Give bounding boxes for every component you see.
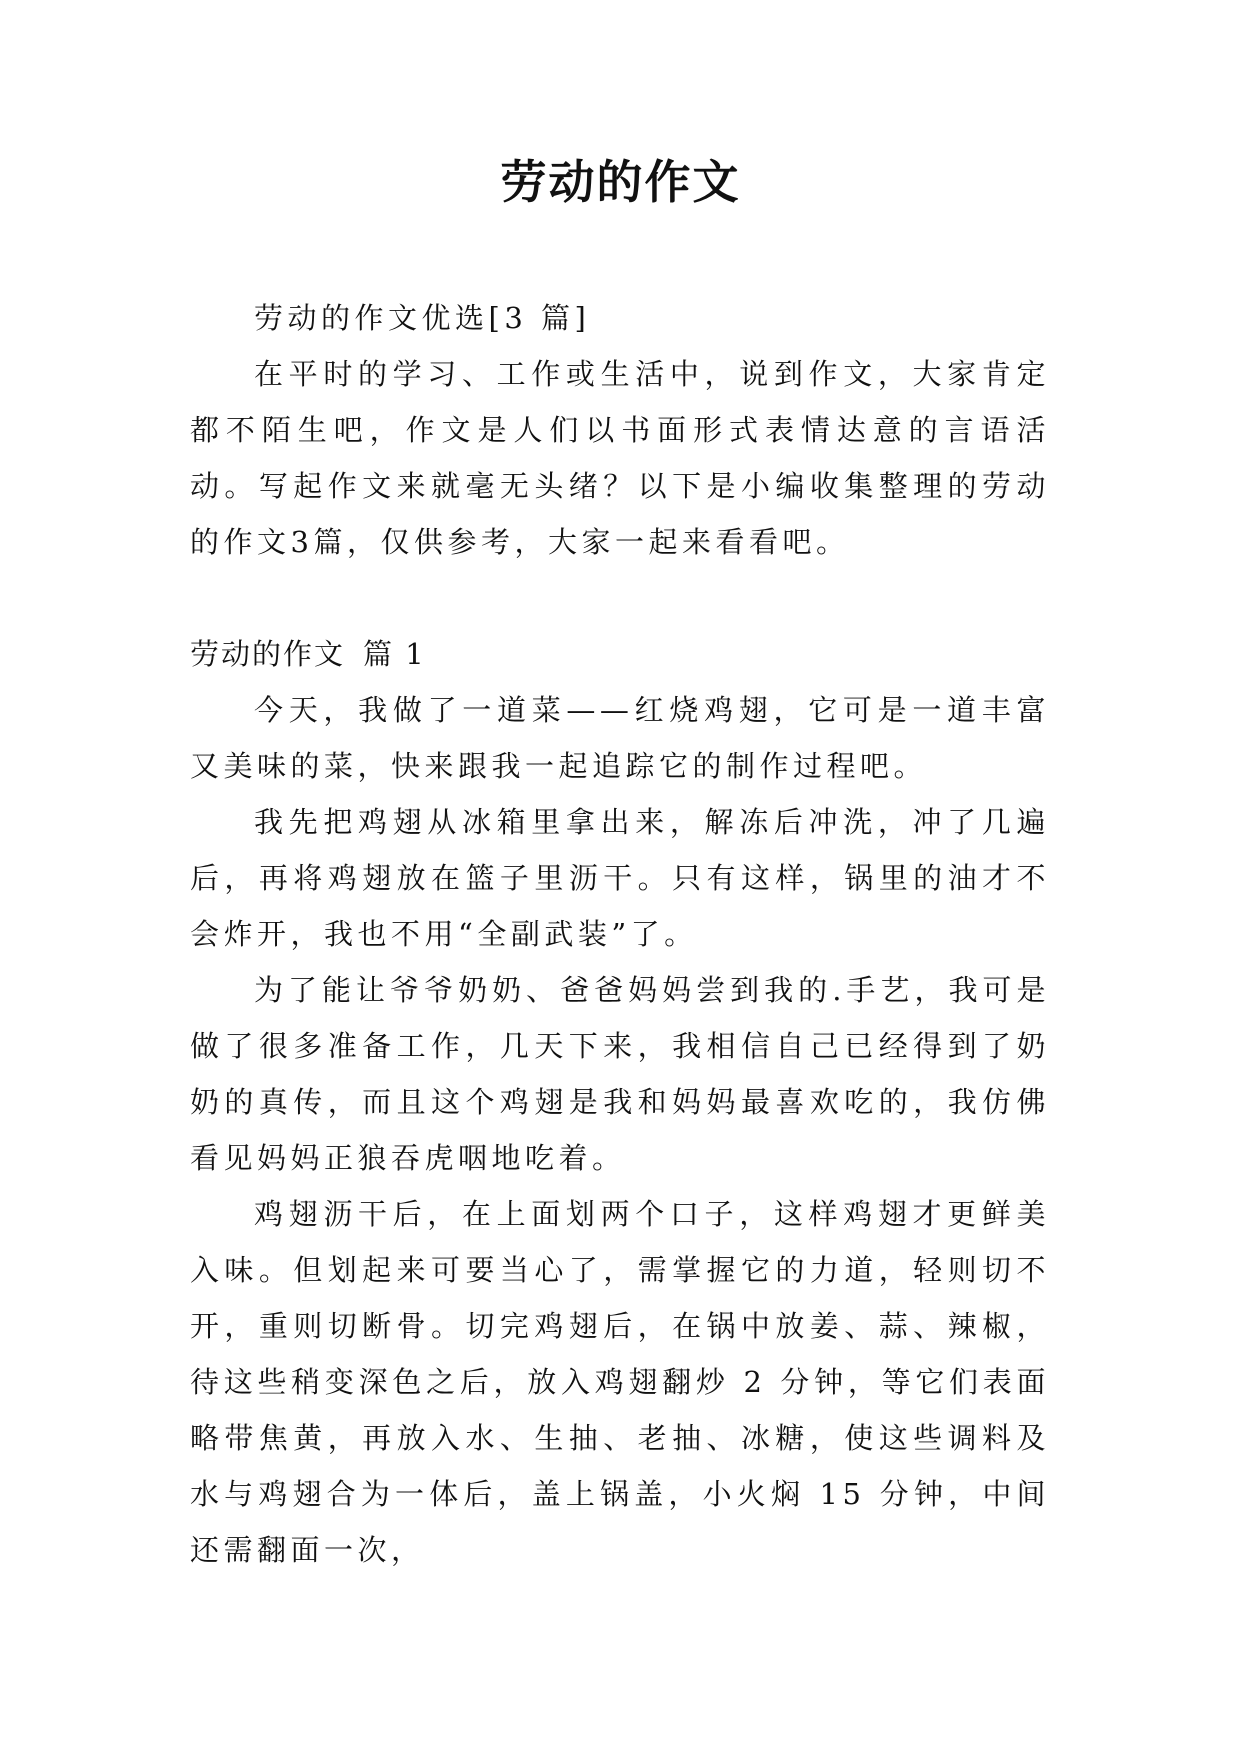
document-title: 劳动的作文 [500,155,741,209]
document-body [190,290,1050,1578]
document-subtitle: 劳动的作文优选[3 篇] [254,301,591,335]
section-heading-text: 劳动的作文 [190,637,346,671]
body-paragraph-2: 我先把鸡翅从冰箱里拿出来，解冻后冲洗，冲了几遍后，再将鸡翅放在篮子里沥干。只有这样，锅里的油才不会炸开，我也不用“全副武装”了。 [190,805,1050,951]
intro-paragraph: 在平时的学习、工作或生活中，说到作文，大家肯定都不陌生吧，作文是人们以书面形式表情达意的言语活动。写起作文来就毫无头绪？以下是小编收集整理的劳动的作文3篇，仅供参考，大家一起来看看吧。 [190,357,1050,559]
section-number: 篇 1 [363,637,426,671]
body-paragraph-1: 今天，我做了一道菜——红烧鸡翅，它可是一道丰富又美味的菜，快来跟我一起追踪它的制作过程吧。 [190,693,1050,783]
section-spacer [190,570,1050,626]
section-heading [190,626,1050,682]
body-paragraph-4: 鸡翅沥干后，在上面划两个口子，这样鸡翅才更鲜美入味。但划起来可要当心了，需掌握它的力道，轻则切不开，重则切断骨。切完鸡翅后，在锅中放姜、蒜、辣椒，待这些稍变深色之后，放入鸡翅翻炒 2 分钟，等它们表面略带焦黄，再放入水、生抽、老抽、冰糖，使这些调料及水与鸡翅合为一体后，盖上锅盖，小火焖 15 分钟，中间还需翻面一次， [190,1197,1050,1567]
body-paragraph-3: 为了能让爷爷奶奶、爸爸妈妈尝到我的.手艺，我可是做了很多准备工作，几天下来，我相信自己已经得到了奶奶的真传，而且这个鸡翅是我和妈妈最喜欢吃的，我仿佛看见妈妈正狼吞虎咽地吃着。 [190,973,1050,1175]
